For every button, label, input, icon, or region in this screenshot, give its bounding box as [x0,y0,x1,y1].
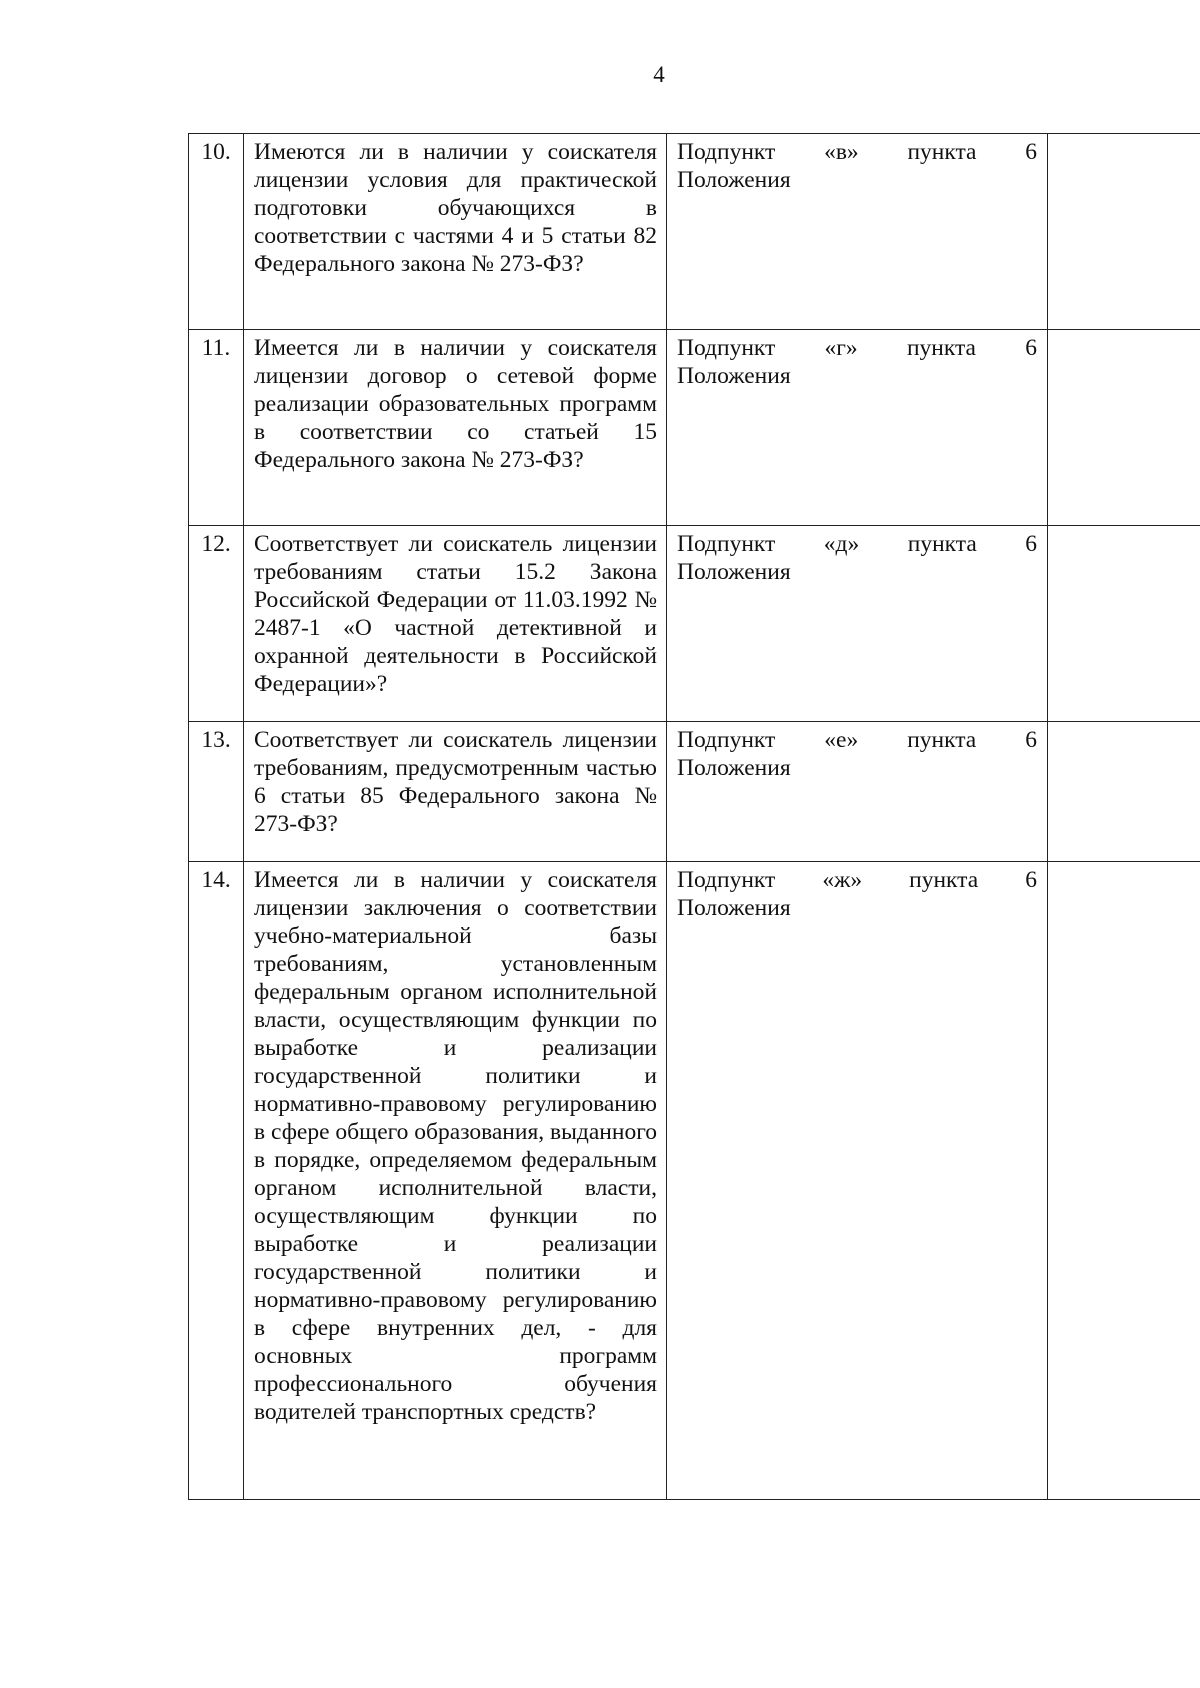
reference-line: Подпункт «д» пункта 6 [677,531,1037,557]
question-text: Имеется ли в наличии у соискателя лицензии заключения о соответствии учебно-материальной базы требованиям, установленным федеральным органом исполнительной власти, осуществляющим функции по выработке и реализации государственной политики и нормативно-правовому регулированию в сфере общего образования, выданного в порядке, определяемом федеральным органом исполнительной власти, осуществляющим функции по выработке и реализации государственной политики и нормативно-правовому регулированию в сфере внутренних дел, - для основных программ профессионального обучения водителей транспортных средств? [244,862,667,1500]
notes-cell [1048,526,1200,722]
question-text: Соответствует ли соискатель лицензии требованиям, предусмотренным частью 6 статьи 85 Федерального закона № 273-ФЗ? [244,722,667,862]
page-number: 4 [653,62,665,87]
checklist-table [188,133,1200,1500]
legal-reference: Подпункт «д» пункта 6 Положения [667,526,1048,722]
reference-line: Подпункт «в» пункта 6 [677,139,1037,165]
table-row [189,134,1200,330]
legal-reference: Подпункт «г» пункта 6 Положения [667,330,1048,526]
table-row [189,862,1200,1500]
question-text: Соответствует ли соискатель лицензии требованиям статьи 15.2 Закона Российской Федерации от 11.03.1992 № 2487-1 «О частной детективной и охранной деятельности в Российской Федерации»? [244,526,667,722]
legal-reference: Подпункт «ж» пункта 6 Положения [667,862,1048,1500]
notes-cell [1048,722,1200,862]
row-number: 14. [189,862,244,1500]
row-number: 12. [189,526,244,722]
notes-cell [1048,330,1200,526]
reference-line: Подпункт «е» пункта 6 [677,727,1037,753]
reference-line: Подпункт «г» пункта 6 [677,335,1037,361]
table-row [189,526,1200,722]
row-number: 10. [189,134,244,330]
notes-cell [1048,134,1200,330]
row-number: 11. [189,330,244,526]
table-row [189,722,1200,862]
table-row [189,330,1200,526]
reference-line: Подпункт «ж» пункта 6 [677,867,1037,893]
legal-reference: Подпункт «в» пункта 6 Положения [667,134,1048,330]
notes-cell [1048,862,1200,1500]
question-text: Имеется ли в наличии у соискателя лицензии договор о сетевой форме реализации образовательных программ в соответствии со статьей 15 Федерального закона № 273-ФЗ? [244,330,667,526]
legal-reference: Подпункт «е» пункта 6 Положения [667,722,1048,862]
question-text: Имеются ли в наличии у соискателя лицензии условия для практической подготовки обучающихся в соответствии с частями 4 и 5 статьи 82 Федерального закона № 273-ФЗ? [244,134,667,330]
row-number: 13. [189,722,244,862]
